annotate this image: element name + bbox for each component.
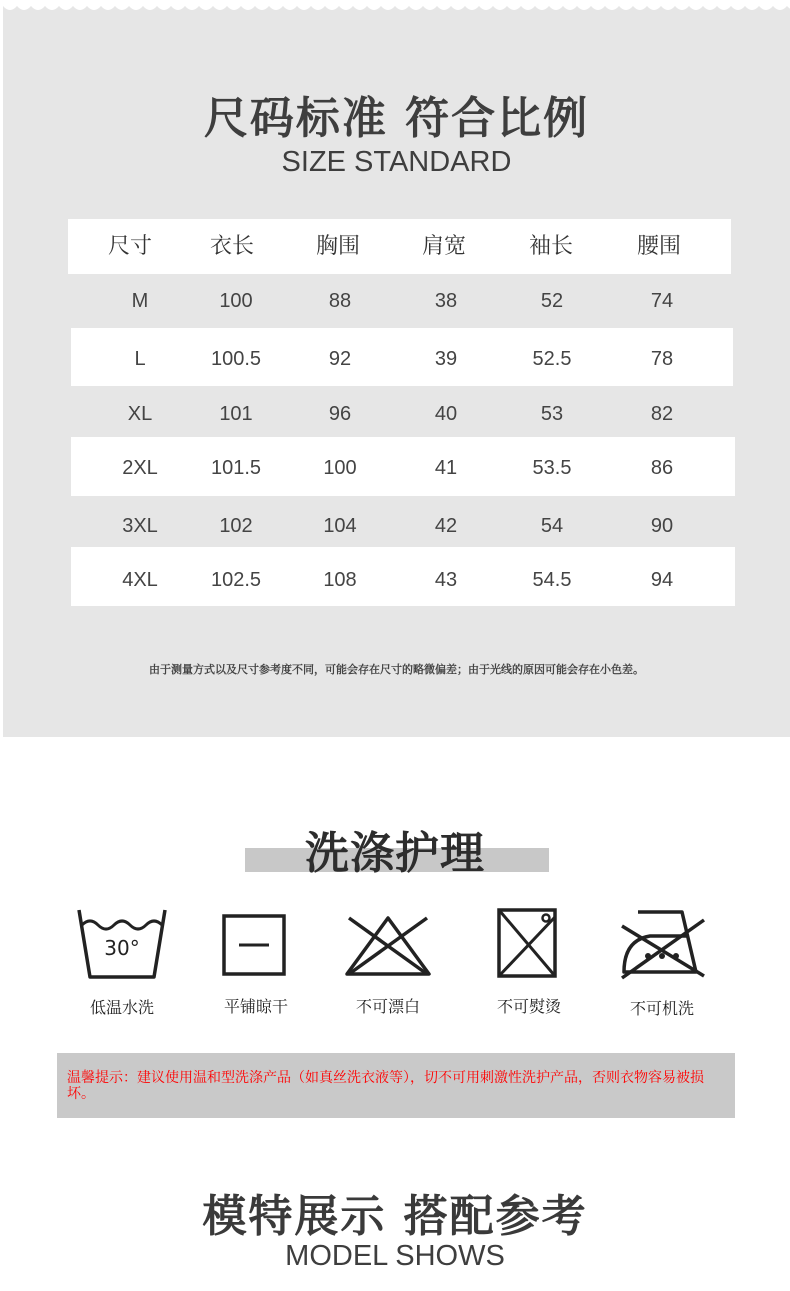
- cell-length: 101: [219, 403, 253, 425]
- model-subtitle: MODEL SHOWS: [285, 1240, 505, 1272]
- size-deviation-note: 由于测量方式以及尺寸参考度不同，可能会存在尺寸的略微偏差；由于光线的原因可能会存在小色差。: [149, 663, 644, 676]
- cell-sleeve: 54: [540, 515, 564, 537]
- cell-shoulder: 41: [434, 457, 458, 479]
- cell-chest: 100: [323, 457, 357, 479]
- warm-tip-banner: 温馨提示：建议使用温和型洗涤产品（如真丝洗衣液等），切不可用刺激性洗护产品，否则衣物容易被损坏。: [57, 1053, 735, 1118]
- cell-length: 102: [219, 515, 253, 537]
- no-bleach-icon: [343, 914, 433, 978]
- cell-shoulder: 42: [434, 515, 458, 537]
- dry-flat-icon: [222, 914, 288, 976]
- header-length: 衣长: [209, 234, 255, 259]
- header-chest: 胸围: [315, 234, 361, 259]
- no-iron-icon: [496, 907, 558, 979]
- cell-shoulder: 38: [434, 290, 458, 312]
- size-title: 尺码标准 符合比例: [203, 93, 590, 144]
- size-table-row: [71, 437, 735, 496]
- cell-sleeve: 54.5: [532, 569, 572, 591]
- care-label-bleach: 不可漂白: [355, 997, 420, 1016]
- size-table-header-row: [68, 219, 731, 274]
- cell-length: 101.5: [210, 457, 262, 479]
- cell-waist: 90: [650, 515, 674, 537]
- cell-length: 100: [219, 290, 253, 312]
- size-table-row: [71, 328, 733, 386]
- cell-waist: 94: [650, 569, 674, 591]
- wash-temperature: 30°: [104, 936, 140, 960]
- cell-waist: 82: [650, 403, 674, 425]
- wash-30-icon: [76, 907, 168, 979]
- care-title: 洗涤护理: [305, 828, 485, 879]
- cell-waist: 86: [650, 457, 674, 479]
- cell-length: 102.5: [210, 569, 262, 591]
- cell-size: L: [134, 348, 146, 370]
- cell-shoulder: 43: [434, 569, 458, 591]
- size-table-row: [68, 496, 731, 547]
- header-sleeve: 袖长: [528, 234, 574, 259]
- header-waist: 腰围: [636, 234, 682, 259]
- size-table-row: [68, 274, 731, 329]
- no-machine-wash-icon: [618, 906, 708, 980]
- care-label-machine-wash: 不可机洗: [629, 999, 694, 1018]
- cell-size: XL: [127, 403, 153, 425]
- cell-shoulder: 40: [434, 403, 458, 425]
- header-size: 尺寸: [107, 234, 153, 259]
- cell-size: 2XL: [122, 457, 158, 479]
- scalloped-top-edge: [3, 0, 790, 14]
- cell-chest: 104: [323, 515, 357, 537]
- cell-chest: 108: [323, 569, 357, 591]
- size-table-row: [71, 547, 735, 606]
- cell-chest: 96: [328, 403, 352, 425]
- cell-sleeve: 52: [540, 290, 564, 312]
- size-chart-panel: [3, 0, 790, 737]
- cell-waist: 74: [650, 290, 674, 312]
- cell-shoulder: 39: [434, 348, 458, 370]
- size-table: [68, 219, 731, 606]
- cell-sleeve: 53.5: [532, 457, 572, 479]
- size-table-row: [68, 386, 731, 437]
- care-label-dry: 平铺晾干: [223, 997, 288, 1016]
- cell-chest: 92: [328, 348, 352, 370]
- model-title: 模特展示 搭配参考: [202, 1191, 588, 1242]
- size-subtitle: SIZE STANDARD: [281, 146, 512, 178]
- cell-size: 4XL: [122, 569, 158, 591]
- care-label-iron: 不可熨烫: [496, 997, 561, 1016]
- cell-sleeve: 52.5: [532, 348, 572, 370]
- cell-length: 100.5: [210, 348, 262, 370]
- cell-chest: 88: [328, 290, 352, 312]
- header-shoulder: 肩宽: [421, 234, 467, 259]
- cell-waist: 78: [650, 348, 674, 370]
- cell-sleeve: 53: [540, 403, 564, 425]
- care-label-wash: 低温水洗: [89, 998, 154, 1017]
- cell-size: M: [131, 290, 149, 312]
- cell-size: 3XL: [122, 515, 158, 537]
